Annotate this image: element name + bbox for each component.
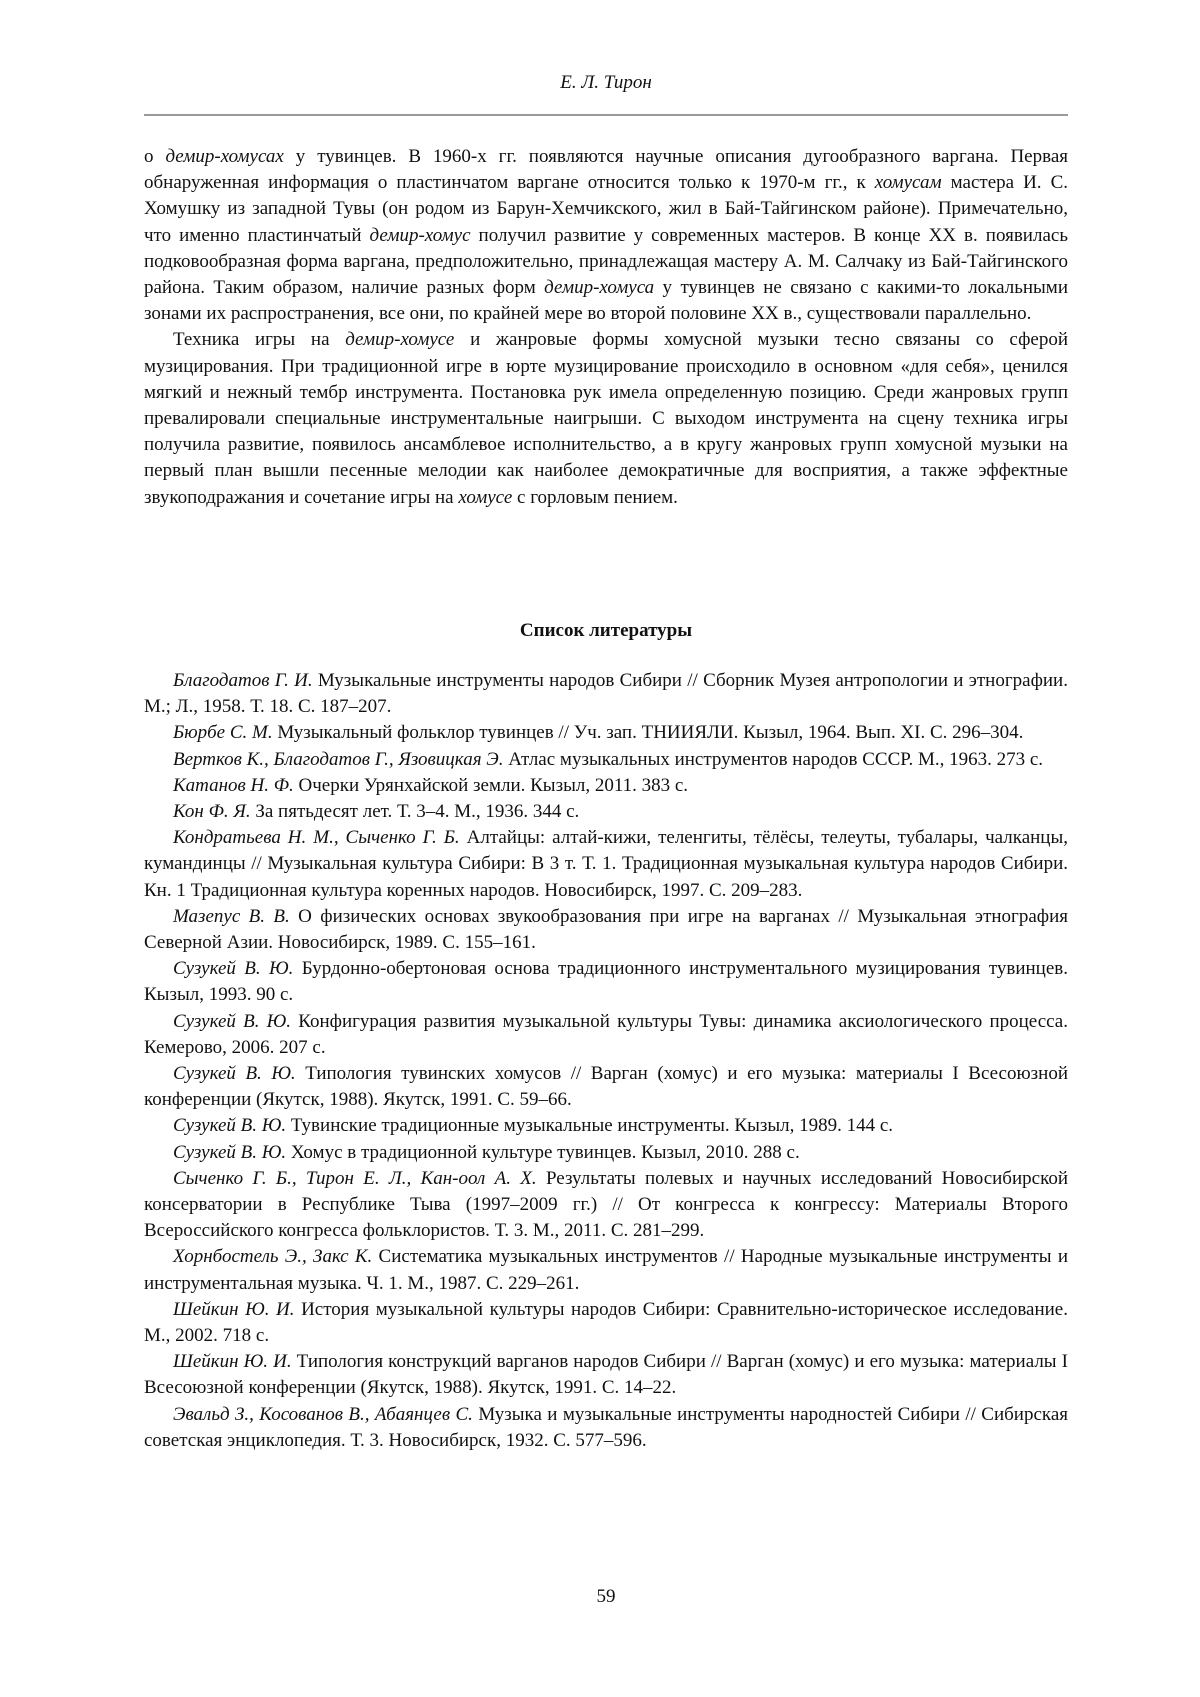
paragraph (144, 327, 1068, 510)
reference-item (144, 956, 1068, 1008)
reference-item (144, 1297, 1068, 1349)
reference-author: Катанов Н. Ф. (173, 774, 294, 796)
reference-author: Сузукей В. Ю. (173, 1141, 287, 1163)
reference-author: Бюрбе С. М. (173, 722, 273, 744)
reference-item (144, 1349, 1068, 1401)
text-run: получил развитие у современных мастеров. В конце XX в. появилась подковообразная форма варгана, предположительно, принадлежащая мастеру А. М. Салчаку из Бай-Тайгинского района. Таким образом, наличие разных форм (144, 224, 1068, 299)
reference-text: Очерки Урянхайской земли. Кызыл, 2011. 383 с. (293, 774, 689, 796)
reference-item (144, 747, 1068, 773)
reference-author: Эвальд З., Косованов В., Абаянцев С. (173, 1403, 473, 1425)
reference-author: Сузукей В. Ю. (173, 1010, 292, 1032)
reference-author: Вертков К., Благодатов Г., Язовицкая Э. (173, 748, 504, 770)
italic-term: хомусам (874, 172, 942, 194)
text-run: у тувинцев. В 1960-х гг. появляются научные описания дугообразного варгана. Первая обнаруженная информация о пластинчатом варгане относится только к 1970-м гг., к (144, 146, 1068, 194)
reference-author: Благодатов Г. И. (173, 670, 313, 691)
reference-text: Алтайцы: алтай-кижи, теленгиты, тёлёсы, телеуты, тубалары, чалканцы, кумандинцы // Музыкальная культура Сибири: В 3 т. Т. 1. Традиционная музыкальная культура народов Сибири. Кн. 1 Традиционная культура коренных народов. Новосибирск, 1997. С. 209–283. (144, 827, 1068, 901)
italic-term: демир-хомусах (165, 146, 284, 167)
italic-term: демир-хомус (369, 224, 471, 246)
reference-text: Систематика музыкальных инструментов // Народные музыкальные инструменты и инструментальная музыка. Ч. 1. М., 1987. С. 229–261. (144, 1246, 1068, 1294)
text-run: у тувинцев не связано с какими-то локальными зонами их распространения, все они, по крайней мере во второй половине XX в., существовали параллельно. (144, 277, 1068, 325)
reference-item (144, 1113, 1068, 1139)
reference-author: Кондратьева Н. М., Сыченко Г. Б. (173, 827, 460, 849)
italic-term: демир-хомусе (345, 329, 455, 351)
reference-item (144, 1140, 1068, 1166)
references-heading: Список литературы (519, 620, 693, 641)
reference-text: Конфигурация развития музыкальной культуры Тувы: динамика аксиологического процесса. Кемерово, 2006. 207 с. (144, 1010, 1068, 1058)
reference-item (144, 773, 1068, 799)
reference-author: Хорнбостель Э., Закс К. (173, 1246, 373, 1268)
reference-text: Типология конструкций варганов народов Сибири // Варган (хомус) и его музыка: материалы I Всесоюзной конференции (Якутск, 1988). Якутск, 1991. С. 14–22. (144, 1351, 1068, 1399)
page-number: 59 (596, 1586, 616, 1607)
reference-author: Шейкин Ю. И. (173, 1351, 292, 1373)
text-run: мастера И. С. Хомушку из западной Тувы (он родом из Барун-Хемчикского, жил в Бай-Тайгинском районе). Примечательно, что именно пластинчатый (144, 172, 1068, 246)
reference-text: Музыкальный фольклор тувинцев // Уч. зап. ТНИИЯЛИ. Кызыл, 1964. Вып. XI. С. 296–304. (272, 722, 1024, 744)
text-run: о (144, 146, 166, 167)
body-text (144, 144, 1068, 511)
reference-text: Музыкальные инструменты народов Сибири // Сборник Музея антропологии и этнографии. М.; Л., 1958. Т. 18. С. 187–207. (144, 670, 1068, 718)
reference-item (144, 1061, 1068, 1113)
reference-item (144, 1166, 1068, 1245)
reference-text: История музыкальной культуры народов Сибири: Сравнительно-историческое исследование. М., 2002. 718 с. (144, 1298, 1068, 1347)
reference-text: Типология тувинских хомусов // Варган (хомус) и его музыка: материалы I Всесоюзной конференции (Якутск, 1988). Якутск, 1991. С. 59–66. (144, 1063, 1068, 1111)
reference-text: Хомус в традиционной культуре тувинцев. Кызыл, 2010. 288 с. (286, 1141, 800, 1163)
reference-author: Сузукей В. Ю. (173, 1063, 296, 1085)
reference-item (144, 720, 1068, 746)
reference-text: За пятьдесят лет. Т. 3–4. М., 1936. 344 с. (250, 801, 580, 823)
reference-author: Сыченко Г. Б., Тирон Е. Л., Кан-оол А. Х. (173, 1167, 537, 1189)
running-head: Е. Л. Тирон (560, 72, 652, 93)
reference-list (144, 668, 1068, 1454)
reference-text: О физических основах звукообразования при игре на варганах // Музыкальная этнография Северной Азии. Новосибирск, 1989. С. 155–161. (144, 905, 1069, 954)
reference-text: Атлас музыкальных инструментов народов СССР. М., 1963. 273 с. (503, 748, 1044, 770)
reference-text: Тувинские традиционные музыкальные инструменты. Кызыл, 1989. 144 с. (286, 1115, 894, 1137)
reference-author: Сузукей В. Ю. (173, 958, 294, 980)
italic-term: демир-хомуса (544, 277, 655, 299)
paragraph (144, 144, 1068, 327)
italic-term: хомусе (458, 486, 513, 508)
reference-item (144, 1009, 1068, 1061)
reference-author: Шейкин Ю. И. (173, 1298, 295, 1320)
text-run: с горловым пением. (512, 486, 678, 508)
text-run: Техника игры на (173, 329, 346, 351)
reference-text: Бурдонно-обертоновая основа традиционного инструментального музицирования тувинцев. Кызыл, 1993. 90 с. (144, 958, 1068, 1006)
reference-item (144, 799, 1068, 825)
reference-author: Сузукей В. Ю. (173, 1115, 287, 1137)
text-run: и жанровые формы хомусной музыки тесно связаны со сферой музицирования. При традиционной игре в юрте музицирование происходило в основном «для себя», ценился мягкий и нежный тембр инструмента. Постановка рук имела определенную позицию. Среди жанровых групп превалировали специальные инструментальные наигрыши. С выходом инструмента на сцену техника игры получила развитие, появилось ансамблевое исполнительство, а в кругу жанровых групп хомусной музыки на первый план вышли песенные мелодии как наиболее демократичные для восприятия, а также эффектные звукоподражания и сочетание игры на (144, 329, 1068, 508)
reference-text: Результаты полевых и научных исследований Новосибирской консерватории в Республике Тыва (1997–2009 гг.) // От конгресса к конгрессу: Материалы Второго Всероссийского конгресса фольклористов. Т. 3. М., 2011. С. 281–299. (144, 1167, 1068, 1242)
reference-item (144, 904, 1068, 956)
header-rule (144, 114, 1068, 116)
reference-text: Музыка и музыкальные инструменты народностей Сибири // Сибирская советская энциклопедия. Т. 3. Новосибирск, 1932. С. 577–596. (144, 1403, 1068, 1451)
reference-item (144, 1402, 1068, 1454)
reference-item (144, 825, 1068, 904)
reference-author: Мазепус В. В. (173, 905, 290, 927)
reference-author: Кон Ф. Я. (173, 801, 251, 823)
reference-item (144, 1244, 1068, 1296)
reference-item (144, 668, 1068, 720)
